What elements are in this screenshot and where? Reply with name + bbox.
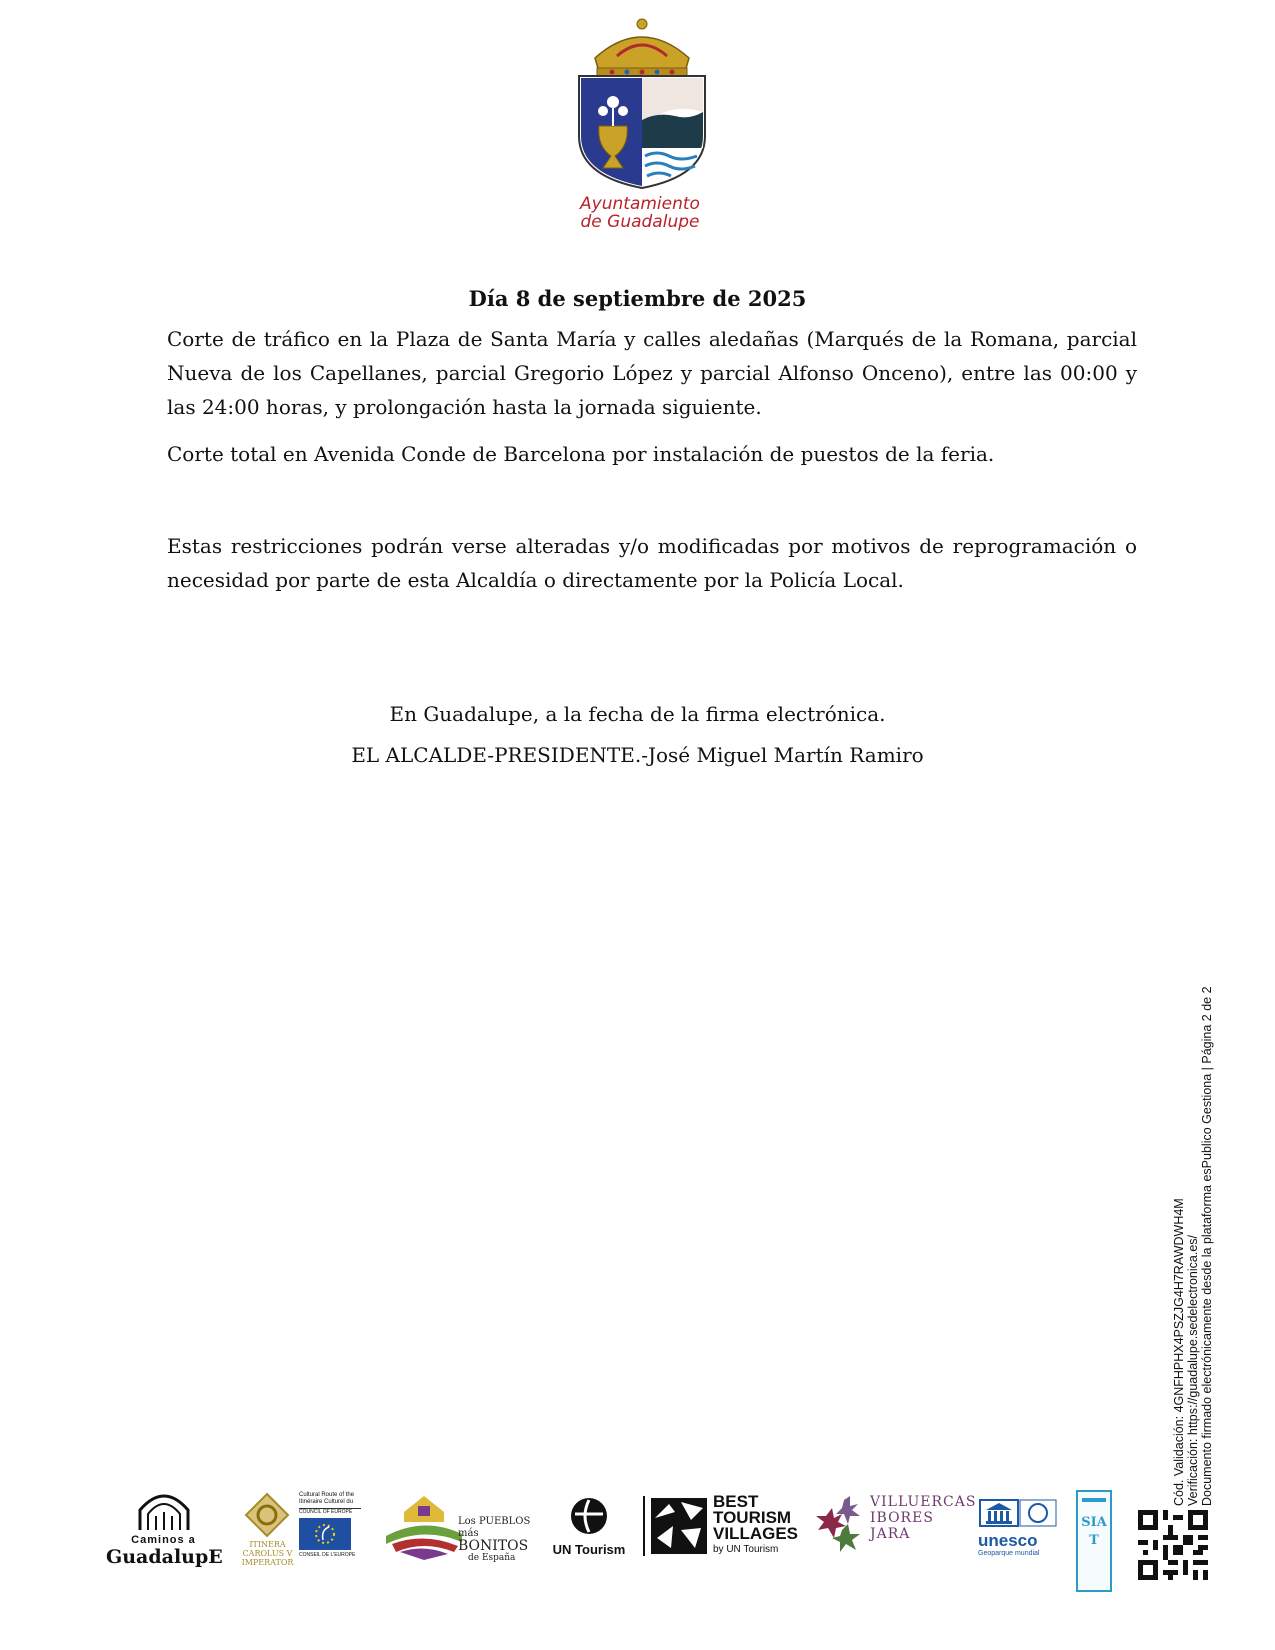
geopark-leaves-icon <box>812 1494 866 1554</box>
coe-text-3: COUNCIL OF EUROPE <box>299 1508 361 1515</box>
arch-icon <box>134 1490 194 1532</box>
verification-url[interactable]: Verificación: https://guadalupe.sedelectronica.es/ <box>1186 1234 1200 1506</box>
signature-platform-note: Documento firmado electrónicamente desde la plataforma esPublico Gestiona | Página 2 de 2 <box>1200 986 1214 1506</box>
caminos-text-bottom: GuadalupE <box>106 1546 223 1568</box>
document-title: Día 8 de septiembre de 2025 <box>468 286 807 311</box>
unesco-temple-icon <box>978 1498 1058 1528</box>
paragraph-restrictions-note: Estas restricciones podrán verse alteradas y/o modificadas por motivos de reprogramación o necesidad por parte de esta Alcaldía o directamente por la Policía Local. <box>167 534 1137 592</box>
council-of-europe-logo <box>299 1492 361 1572</box>
crest-caption-line2: de Guadalupe <box>580 212 700 232</box>
signatory: EL ALCALDE-PRESIDENTE.-José Miguel Martín Ramiro <box>351 743 924 767</box>
coe-text-1: Cultural Route of the <box>299 1492 355 1498</box>
un-tourism-logo <box>548 1496 630 1566</box>
qr-code-icon[interactable] <box>1138 1510 1208 1580</box>
siat-logo <box>1076 1490 1112 1592</box>
carolus-text-2: CAROLUS V <box>242 1549 293 1558</box>
btv-text-3: VILLAGES <box>713 1524 799 1543</box>
btv-pattern-icon <box>651 1498 707 1554</box>
paragraph-traffic-cut: Corte de tráfico en la Plaza de Santa María y calles aledañas (Marqués de la Romana, parcial Nueva de los Capellanes, parcial Gregorio López y parcial Alfonso Onceno), entre las 00:00 y las 24:00 horas, y prolongación hasta la jornada siguiente. <box>167 327 1137 419</box>
villuercas-ibores-jara-logo <box>812 1494 977 1560</box>
coe-text-2: Itinéraire Culturel du <box>299 1499 354 1505</box>
btv-text-4: by UN Tourism <box>713 1544 779 1555</box>
siat-text: SIAT <box>1081 1515 1107 1548</box>
unesco-text: unesco <box>978 1531 1038 1550</box>
eu-flag-icon <box>299 1518 351 1550</box>
un-tourism-text: UN Tourism <box>552 1542 626 1557</box>
village-hills-icon <box>384 1492 464 1560</box>
validation-code: Cód. Validación: 4GNFHPHX4PSZJG4H7RAWDWH4M <box>1172 1198 1186 1506</box>
closing-place-date: En Guadalupe, a la fecha de la firma electrónica. <box>389 702 886 726</box>
crown-icon <box>595 19 689 77</box>
un-tourism-icon <box>569 1496 609 1536</box>
pueblos-text-1: Los PUEBLOS más <box>458 1516 531 1539</box>
caminos-guadalupe-logo <box>106 1490 221 1570</box>
vij-text-2: IBORES <box>870 1510 934 1526</box>
crest-caption <box>540 195 740 231</box>
carolus-emblem-icon <box>244 1492 290 1538</box>
footer-logos <box>0 1490 1275 1610</box>
unesco-subtext: Geoparque mundial <box>978 1550 1040 1557</box>
vij-text-3: JARA <box>870 1526 911 1542</box>
crest-caption-line1: Ayuntamiento <box>580 194 700 214</box>
paragraph-avenue-cut: Corte total en Avenida Conde de Barcelona por instalación de puestos de la feria. <box>167 442 995 466</box>
verification-block <box>1172 986 1214 1506</box>
carolus-imperator-logo <box>240 1492 295 1572</box>
coe-text-4: CONSEIL DE L'EUROPE <box>299 1552 356 1558</box>
vij-text-1: VILLUERCAS <box>870 1494 977 1510</box>
carolus-text-1: ITINERA <box>249 1540 286 1549</box>
btv-text-1: BEST <box>713 1492 759 1511</box>
best-tourism-villages-logo <box>643 1494 803 1560</box>
caminos-text-top: Caminos a <box>131 1534 196 1546</box>
carolus-text-3: IMPERATOR <box>241 1558 294 1567</box>
unesco-geopark-logo <box>978 1498 1060 1558</box>
pueblos-text-3: de España <box>468 1553 516 1563</box>
btv-text-2: TOURISM <box>713 1508 792 1527</box>
pueblos-mas-bonitos-logo <box>384 1492 530 1564</box>
pueblos-text-2: BONITOS <box>458 1538 529 1554</box>
coat-of-arms-icon <box>577 16 707 191</box>
